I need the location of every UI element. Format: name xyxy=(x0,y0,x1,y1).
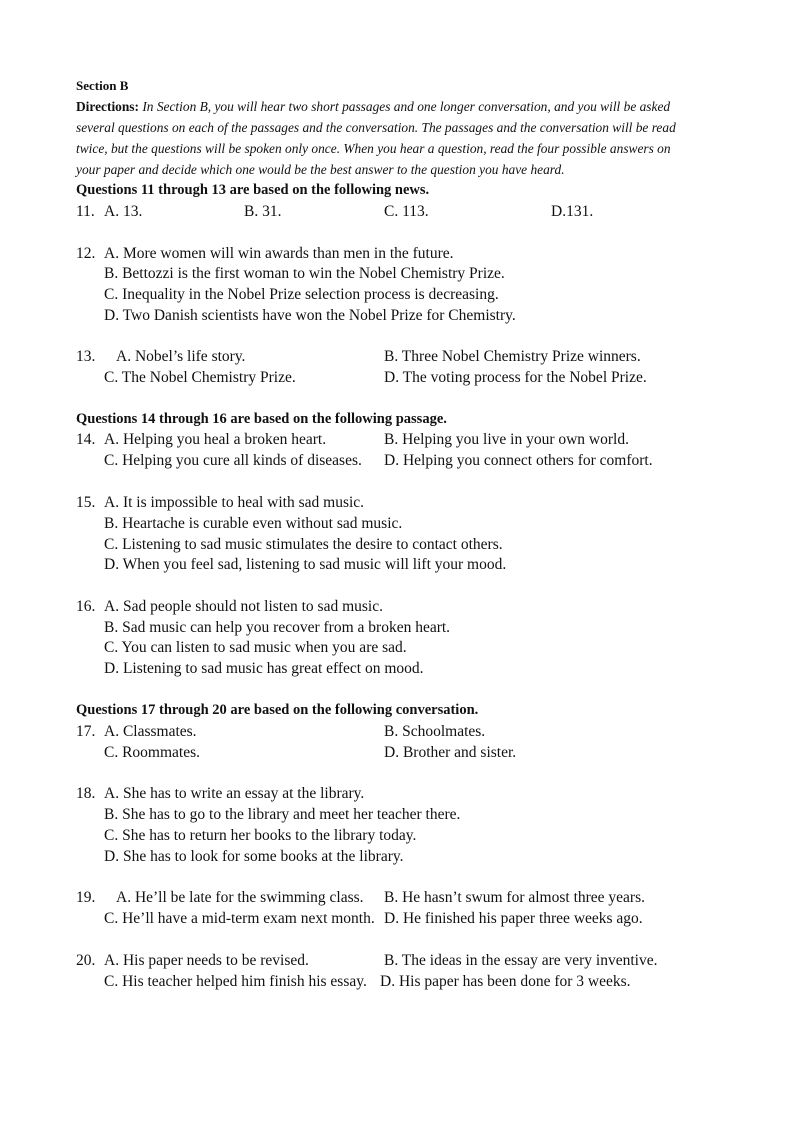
group-heading-11-13: Questions 11 through 13 are based on the following news. xyxy=(76,182,430,198)
q11-option-c: C. 113. xyxy=(384,203,429,220)
question-number-18: 18. xyxy=(76,785,96,802)
q13-option-c: C. The Nobel Chemistry Prize. xyxy=(104,369,296,386)
q15-option-a: A. It is impossible to heal with sad music. xyxy=(104,494,365,511)
q12-option-c: C. Inequality in the Nobel Prize selection process is decreasing. xyxy=(104,286,499,303)
q12-option-a: A. More women will win awards than men in the future. xyxy=(104,245,454,262)
q16-option-a: A. Sad people should not listen to sad music. xyxy=(104,598,383,615)
q15-option-c: C. Listening to sad music stimulates the desire to contact others. xyxy=(104,536,503,553)
question-number-11: 11. xyxy=(76,203,95,220)
question-number-13: 13. xyxy=(76,348,96,365)
q15-option-d: D. When you feel sad, listening to sad music will lift your mood. xyxy=(104,556,507,573)
q19-option-a: A. He’ll be late for the swimming class. xyxy=(116,889,364,906)
section-title: Section B xyxy=(76,78,129,93)
question-number-17: 17. xyxy=(76,723,96,740)
q16-option-b: B. Sad music can help you recover from a broken heart. xyxy=(104,619,451,636)
q20-option-a: A. His paper needs to be revised. xyxy=(104,952,309,969)
directions-text-1: In Section B, you will hear two short passages and one longer conversation, and you will be asked xyxy=(142,99,671,114)
group-heading-17-20: Questions 17 through 20 are based on the following conversation. xyxy=(76,702,479,718)
q19-option-b: B. He hasn’t swum for almost three years. xyxy=(384,889,646,906)
question-number-20: 20. xyxy=(76,952,96,969)
question-number-15: 15. xyxy=(76,494,96,511)
q20-option-d: D. His paper has been done for 3 weeks. xyxy=(380,973,631,990)
q15-option-b: B. Heartache is curable even without sad music. xyxy=(104,515,403,532)
question-number-19: 19. xyxy=(76,889,96,906)
q17-option-d: D. Brother and sister. xyxy=(384,744,517,761)
question-number-14: 14. xyxy=(76,431,96,448)
q12-option-d: D. Two Danish scientists have won the Nobel Prize for Chemistry. xyxy=(104,307,516,324)
directions-line-4: your paper and decide which one would be the best answer to the question you have heard. xyxy=(76,162,565,177)
q20-option-c: C. His teacher helped him finish his essay. xyxy=(104,973,367,990)
q14-option-d: D. Helping you connect others for comfort. xyxy=(384,452,653,469)
directions-line-2: several questions on each of the passages and the conversation. The passages and the conversation will be read xyxy=(76,120,676,135)
q13-option-b: B. Three Nobel Chemistry Prize winners. xyxy=(384,348,641,365)
directions-label: Directions: xyxy=(76,99,139,114)
q11-option-b: B. 31. xyxy=(244,203,282,220)
q16-option-d: D. Listening to sad music has great effect on mood. xyxy=(104,660,424,677)
q18-option-b: B. She has to go to the library and meet her teacher there. xyxy=(104,806,461,823)
q14-option-a: A. Helping you heal a broken heart. xyxy=(104,431,327,448)
q13-option-a: A. Nobel’s life story. xyxy=(116,348,246,365)
q18-option-d: D. She has to look for some books at the library. xyxy=(104,848,404,865)
q17-option-b: B. Schoolmates. xyxy=(384,723,486,740)
q20-option-b: B. The ideas in the essay are very inventive. xyxy=(384,952,658,969)
q18-option-c: C. She has to return her books to the library today. xyxy=(104,827,417,844)
directions-line-3: twice, but the questions will be spoken only once. When you hear a question, read the four possible answers on xyxy=(76,141,671,156)
q14-option-c: C. Helping you cure all kinds of diseases. xyxy=(104,452,362,469)
q19-option-c: C. He’ll have a mid-term exam next month. xyxy=(104,910,375,927)
q13-option-d: D. The voting process for the Nobel Prize. xyxy=(384,369,647,386)
q19-option-d: D. He finished his paper three weeks ago. xyxy=(384,910,643,927)
q16-option-c: C. You can listen to sad music when you are sad. xyxy=(104,639,407,656)
q14-option-b: B. Helping you live in your own world. xyxy=(384,431,629,448)
q11-option-a: A. 13. xyxy=(104,203,143,220)
question-number-16: 16. xyxy=(76,598,96,615)
q18-option-a: A. She has to write an essay at the library. xyxy=(104,785,365,802)
q17-option-a: A. Classmates. xyxy=(104,723,197,740)
question-number-12: 12. xyxy=(76,245,96,262)
q17-option-c: C. Roommates. xyxy=(104,744,201,761)
q12-option-b: B. Bettozzi is the first woman to win the Nobel Chemistry Prize. xyxy=(104,265,505,282)
group-heading-14-16: Questions 14 through 16 are based on the following passage. xyxy=(76,411,447,427)
q11-option-d: D.131. xyxy=(551,203,594,220)
directions-line-1 xyxy=(76,100,670,113)
